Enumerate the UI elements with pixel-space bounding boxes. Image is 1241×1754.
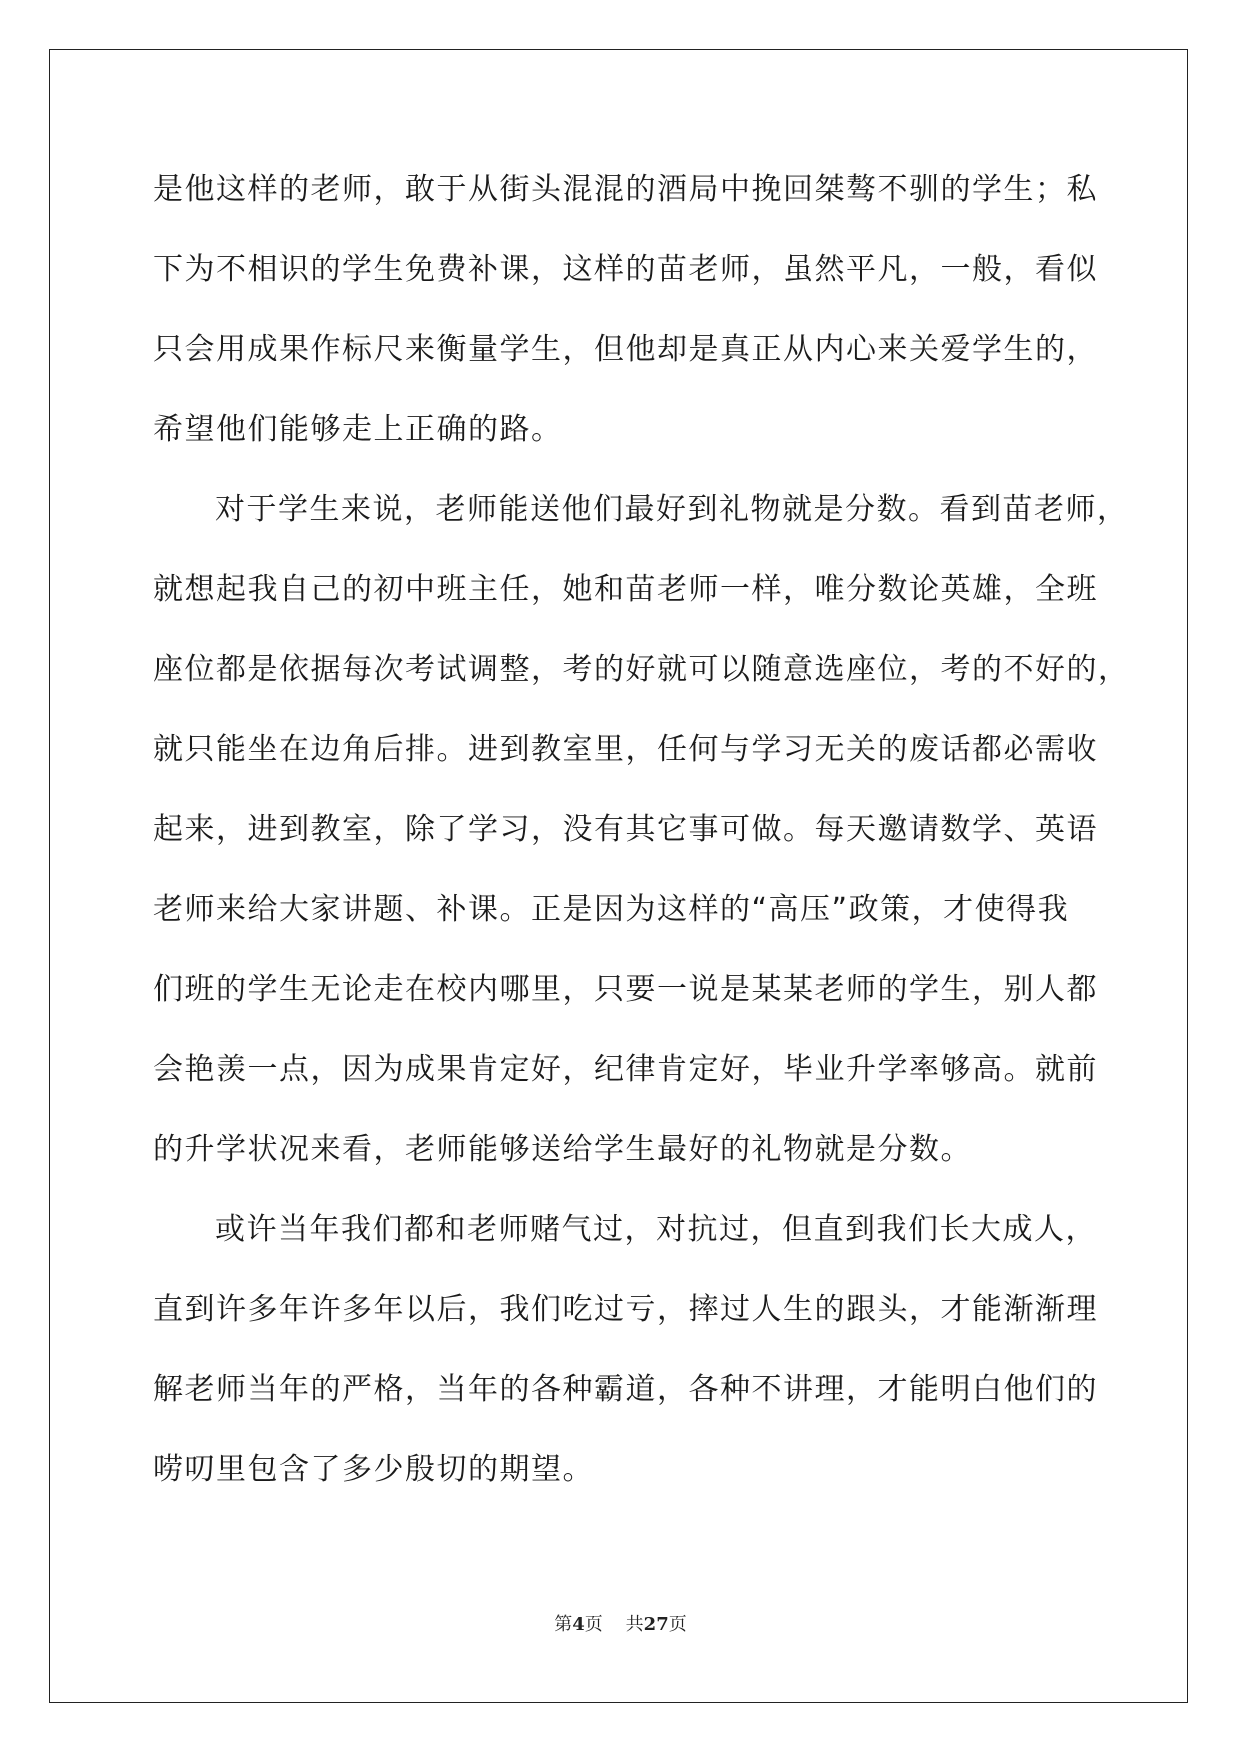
text-line: 就想起我自己的初中班主任，她和苗老师一样，唯分数论英雄，全班: [153, 572, 1098, 607]
text-line: 直到许多年许多年以后，我们吃过亏，摔过人生的跟头，才能渐渐理: [153, 1292, 1098, 1327]
text-line: 起来，进到教室，除了学习，没有其它事可做。每天邀请数学、英语: [153, 812, 1098, 847]
current-page-number: 4: [572, 1614, 585, 1635]
text-line: 们班的学生无论走在校内哪里，只要一说是某某老师的学生，别人都: [153, 972, 1098, 1007]
page-prefix: 第: [554, 1614, 573, 1635]
page-unit: 页: [584, 1614, 603, 1635]
text-line: 就只能坐在边角后排。进到教室里，任何与学习无关的废话都必需收: [153, 732, 1098, 767]
total-page-count: 27: [643, 1614, 669, 1635]
total-unit: 页: [668, 1614, 687, 1635]
text-line: 老师来给大家讲题、补课。正是因为这样的“高压”政策，才使得我: [153, 892, 1070, 927]
text-line: 解老师当年的严格，当年的各种霸道，各种不讲理，才能明白他们的: [153, 1372, 1098, 1407]
text-line: 或许当年我们都和老师赌气过，对抗过，但直到我们长大成人，: [215, 1212, 1097, 1247]
page-footer: [0, 1614, 1241, 1636]
text-line: 是他这样的老师，敢于从街头混混的酒局中挽回桀骜不驯的学生；私: [153, 172, 1098, 207]
text-line: 只会用成果作标尺来衡量学生，但他却是真正从内心来关爱学生的，: [153, 332, 1098, 367]
text-line: 对于学生来说，老师能送他们最好到礼物就是分数。看到苗老师，: [215, 492, 1129, 527]
text-line: 下为不相识的学生免费补课，这样的苗老师，虽然平凡，一般，看似: [153, 252, 1098, 287]
text-line: 的升学状况来看，老师能够送给学生最好的礼物就是分数。: [153, 1132, 972, 1167]
text-line: 座位都是依据每次考试调整，考的好就可以随意选座位，考的不好的，: [153, 652, 1130, 687]
text-line: 希望他们能够走上正确的路。: [153, 412, 563, 447]
text-line: 唠叨里包含了多少殷切的期望。: [153, 1452, 594, 1487]
text-line: 会艳羡一点，因为成果肯定好，纪律肯定好，毕业升学率够高。就前: [153, 1052, 1098, 1087]
total-prefix: 共: [625, 1614, 644, 1635]
